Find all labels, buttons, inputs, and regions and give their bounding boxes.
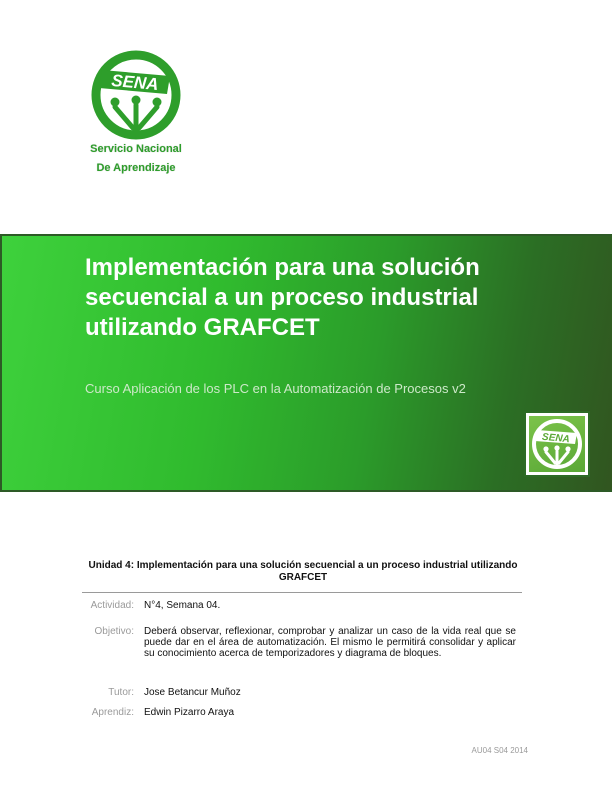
sena-badge-icon — [529, 416, 585, 472]
logo-line-1: Servicio Nacional — [90, 143, 182, 155]
logo-line-2: De Aprendizaje — [96, 162, 176, 174]
unit-title: Unidad 4: Implementación para una solución secuencial a un proceso industrial utilizando GRAFCET — [88, 560, 518, 583]
tutor-value: Jose Betancur Muñoz — [144, 687, 241, 698]
apprentice-value: Edwin Pizarro Araya — [144, 707, 235, 718]
objective-label: Objetivo: — [94, 626, 134, 637]
activity-label: Actividad: — [90, 600, 134, 611]
activity-value: N°4, Semana 04. — [144, 600, 221, 611]
cover-title: Implementación para una solución secuencial a un proceso industrial utilizando GRAFCET — [85, 254, 480, 341]
footer-code: AU04 S04 2014 — [471, 746, 528, 755]
logo-brand-text: SENA — [110, 70, 160, 95]
apprentice-label: Aprendiz: — [91, 707, 134, 718]
sena-badge — [524, 411, 590, 477]
objective-value: Deberá observar, reflexionar, comprobar y analizar un caso de la vida real que se puede dar en el área de automatización. El mismo le permitirá consolidar y aplicar su conocimiento acerca de temporizadores y diagrama de bloques. — [144, 626, 516, 659]
sena-logo-icon — [88, 50, 184, 140]
tutor-label: Tutor: — [108, 687, 134, 698]
badge-brand-text: SENA — [541, 431, 571, 446]
divider — [82, 592, 522, 593]
cover-subtitle: Curso Aplicación de los PLC en la Automatización de Procesos v2 — [85, 381, 466, 396]
sena-logo — [84, 50, 188, 178]
